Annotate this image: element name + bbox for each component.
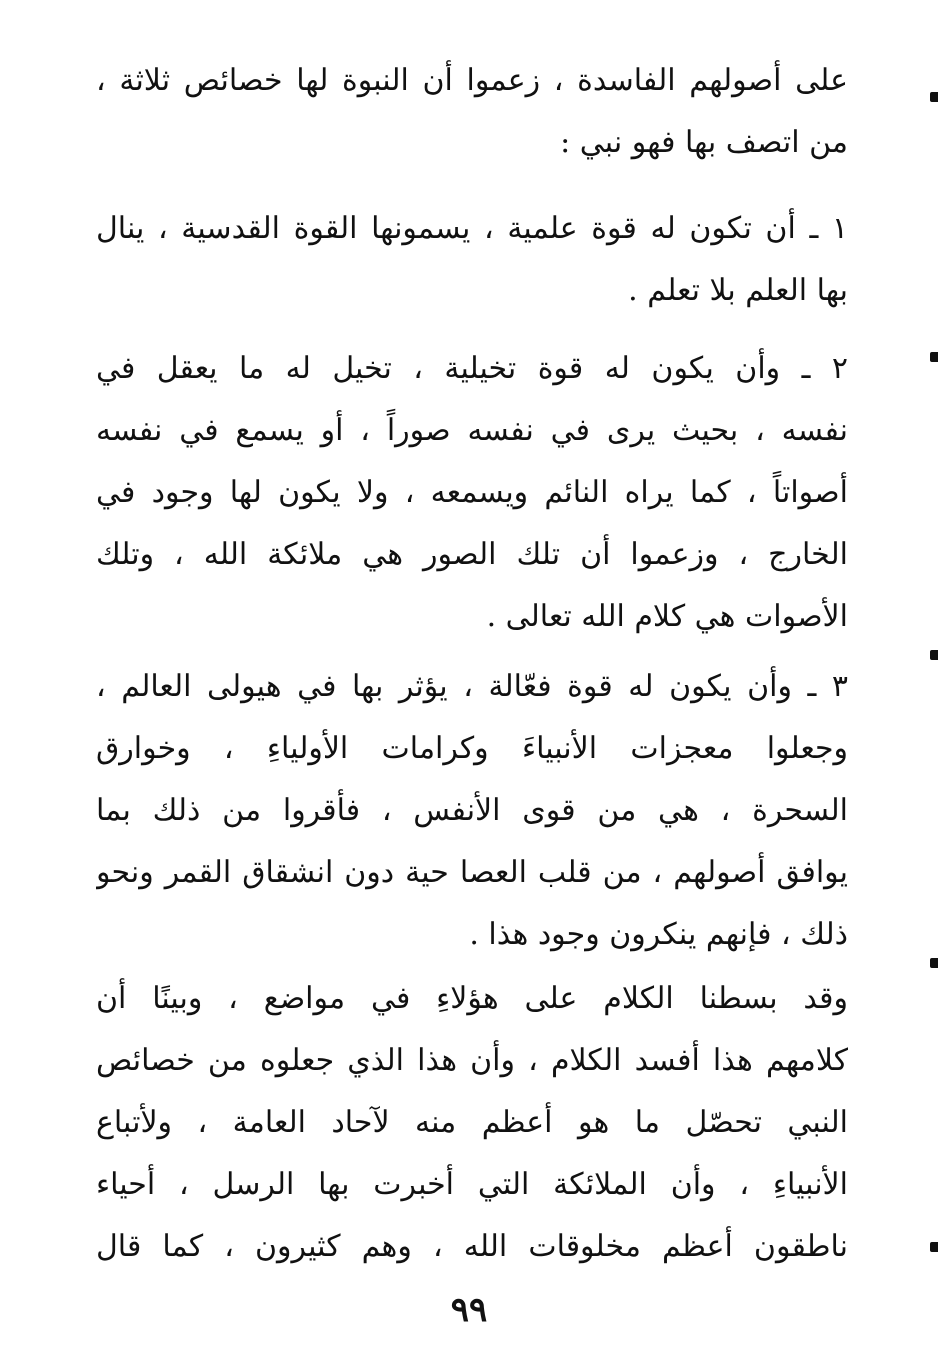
paragraph-1	[96, 50, 848, 174]
text-line: ٢ ـ وأن يكون له قوة تخيلية ، تخيل له ما يعقل في	[96, 351, 848, 386]
margin-mark	[930, 1242, 938, 1252]
text-line: أصواتاً ، كما يراه النائم ويسمعه ، ولا يكون لها وجود في	[96, 475, 848, 510]
margin-mark	[930, 650, 938, 660]
page-number: ٩٩	[450, 1290, 488, 1330]
text-line: الخارج ، وزعموا أن تلك الصور هي ملائكة الله ، وتلك	[96, 537, 848, 572]
paragraph-3	[96, 338, 848, 648]
text-line: بها العلم بلا تعلم .	[628, 273, 848, 308]
text-line: يوافق أصولهم ، من قلب العصا حية دون انشقاق القمر ونحو	[96, 855, 848, 890]
text-line: السحرة ، هي من قوى الأنفس ، فأقروا من ذلك بما	[96, 793, 848, 828]
text-line: ٣ ـ وأن يكون له قوة فعّالة ، يؤثر بها في هيولى العالم ،	[96, 669, 848, 704]
text-line: على أصولهم الفاسدة ، زعموا أن النبوة لها خصائص ثلاثة ،	[96, 63, 848, 98]
paragraph-5	[96, 968, 848, 1278]
paragraph-4	[96, 656, 848, 966]
text-line: من اتصف بها فهو نبي :	[560, 125, 848, 160]
text-line: الأنبياءِ ، وأن الملائكة التي أخبرت بها الرسل ، أحياء	[96, 1167, 848, 1202]
paragraph-2	[96, 198, 848, 322]
text-line: ناطقون أعظم مخلوقات الله ، وهم كثيرون ، كما قال	[96, 1229, 848, 1264]
margin-mark	[930, 92, 938, 102]
margin-mark	[930, 352, 938, 362]
text-line: النبي تحصّل ما هو أعظم منه لآحاد العامة ، ولأتباع	[96, 1105, 848, 1140]
text-line: نفسه ، بحيث يرى في نفسه صوراً ، أو يسمع في نفسه	[96, 413, 848, 448]
text-line: الأصوات هي كلام الله تعالى .	[486, 599, 848, 634]
text-line: ذلك ، فإنهم ينكرون وجود هذا .	[469, 917, 848, 952]
text-line: ١ ـ أن تكون له قوة علمية ، يسمونها القوة القدسية ، ينال	[96, 211, 848, 246]
text-line: وقد بسطنا الكلام على هؤلاءِ في مواضع ، وبينًا أن	[96, 981, 848, 1016]
text-line: وجعلوا معجزات الأنبياءَ وكرامات الأولياءِ ، وخوارق	[96, 731, 848, 766]
margin-mark	[930, 958, 938, 968]
text-line: كلامهم هذا أفسد الكلام ، وأن هذا الذي جعلوه من خصائص	[96, 1043, 848, 1078]
